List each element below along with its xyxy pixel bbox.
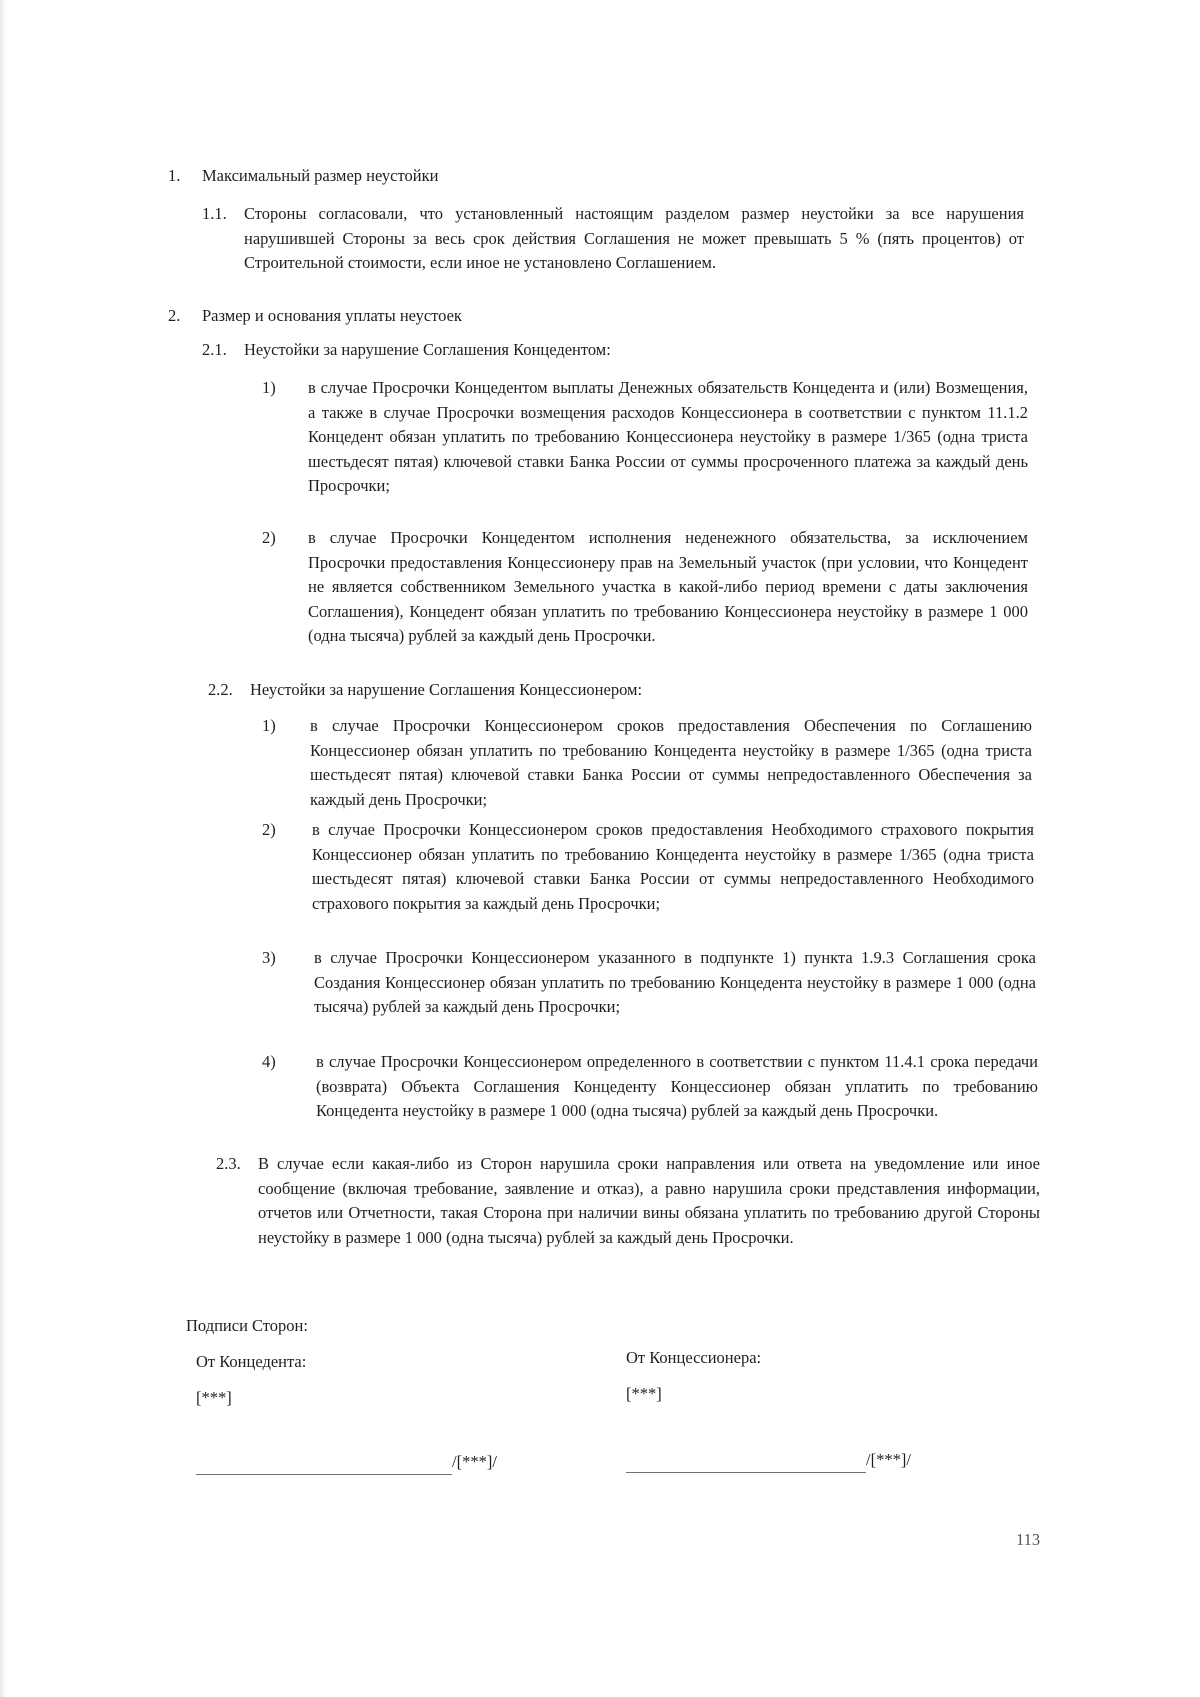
clause-2-2-item-3-text: в случае Просрочки Концессионером указанного в подпункте 1) пункта 1.9.3 Соглашения срока Создания Концессионер обязан уплатить по требованию Концедента неустойку в размере 1 000 (одна тысяча) рублей за каждый день Просрочки; xyxy=(314,948,1036,1016)
clause-2-1-item-1-number: 1) xyxy=(262,378,276,397)
concedent-label: От Концедента: xyxy=(196,1352,307,1371)
clause-2-2-item-2-text: в случае Просрочки Концессионером сроков предоставления Необходимого страхового покрытия Концессионер обязан уплатить по требованию Концедента неустойку в размере 1/365 (одна триста шестьдесят пятая) ключевой ставки Банка России от суммы непредоставленного Необходимого страхового покрытия за каждый день Просрочки; xyxy=(312,820,1034,913)
page-number: 113 xyxy=(1016,1530,1041,1549)
clause-2-1-title: Неустойки за нарушение Соглашения Концедентом: xyxy=(244,340,611,359)
section-1-title: Максимальный размер неустойки xyxy=(202,166,439,185)
clause-2-2-title: Неустойки за нарушение Соглашения Концессионером: xyxy=(250,680,643,699)
clause-1-1-text: Стороны согласовали, что установленный настоящим разделом размер неустойки за все нарушения нарушившей Стороны за весь срок действия Соглашения не может превышать 5 % (пять процентов) от Строительной стоимости, если иное не установлено Соглашением. xyxy=(244,204,1024,272)
clause-2-3-number: 2.3. xyxy=(216,1154,241,1173)
concedent-name: [***] xyxy=(196,1388,232,1407)
clause-2-2-item-3-number: 3) xyxy=(262,948,276,967)
concedent-signature-name: /[***]/ xyxy=(452,1452,497,1471)
concessionaire-label: От Концессионера: xyxy=(626,1348,762,1367)
concedent-signature-line xyxy=(196,1474,452,1475)
clause-2-2-item-4-number: 4) xyxy=(262,1052,276,1071)
concessionaire-name: [***] xyxy=(626,1384,662,1403)
clause-2-2-item-2-number: 2) xyxy=(262,820,276,839)
clause-2-3-text: В случае если какая-либо из Сторон нарушила сроки направления или ответа на уведомление или иное сообщение (включая требование, заявление и отказ), а равно нарушила сроки представления информации, отчетов или Отчетности, такая Сторона при наличии вины обязана уплатить по требованию другой Стороны неустойку в размере 1 000 (одна тысяча) рублей за каждый день Просрочки. xyxy=(258,1154,1040,1247)
signatures-heading: Подписи Сторон: xyxy=(186,1316,308,1335)
clause-1-1-number: 1.1. xyxy=(202,204,227,223)
clause-2-1-item-1-text: в случае Просрочки Концедентом выплаты Денежных обязательств Концедента и (или) Возмещения, а также в случае Просрочки возмещения расходов Концессионера в соответствии с пунктом 11.1.2 Концедент обязан уплатить по требованию Концессионера неустойку в размере 1/365 (одна триста шестьдесят пятая) ключевой ставки Банка России от суммы просроченного платежа за каждый день Просрочки; xyxy=(308,378,1028,495)
clause-2-2-item-1-number: 1) xyxy=(262,716,276,735)
section-2-title: Размер и основания уплаты неустоек xyxy=(202,306,462,325)
concessionaire-signature-line xyxy=(626,1472,866,1473)
concessionaire-signature-name: /[***]/ xyxy=(866,1450,911,1469)
clause-2-1-item-2-text: в случае Просрочки Концедентом исполнения неденежного обязательства, за исключением Просрочки предоставления Концессионеру прав на Земельный участок (при условии, что Концедент не является собственником Земельного участка в какой-либо период времени с даты заключения Соглашения), Концедент обязан уплатить по требованию Концессионера неустойку в размере 1 000 (одна тысяча) рублей за каждый день Просрочки. xyxy=(308,528,1028,645)
clause-2-2-number: 2.2. xyxy=(208,680,233,699)
clause-2-1-number: 2.1. xyxy=(202,340,227,359)
clause-2-2-item-4-text: в случае Просрочки Концессионером определенного в соответствии с пунктом 11.4.1 срока передачи (возврата) Объекта Соглашения Концеденту Концессионер обязан уплатить по требованию Концедента неустойку в размере 1 000 (одна тысяча) рублей за каждый день Просрочки. xyxy=(316,1052,1038,1120)
section-2-number: 2. xyxy=(168,306,181,325)
clause-2-2-item-1-text: в случае Просрочки Концессионером сроков предоставления Обеспечения по Соглашению Концессионер обязан уплатить по требованию Концедента неустойку в размере 1/365 (одна триста шестьдесят пятая) ключевой ставки Банка России от суммы непредоставленного Обеспечения за каждый день Просрочки; xyxy=(310,716,1032,809)
scan-edge xyxy=(0,0,6,1697)
clause-2-1-item-2-number: 2) xyxy=(262,528,276,547)
section-1-number: 1. xyxy=(168,166,181,185)
